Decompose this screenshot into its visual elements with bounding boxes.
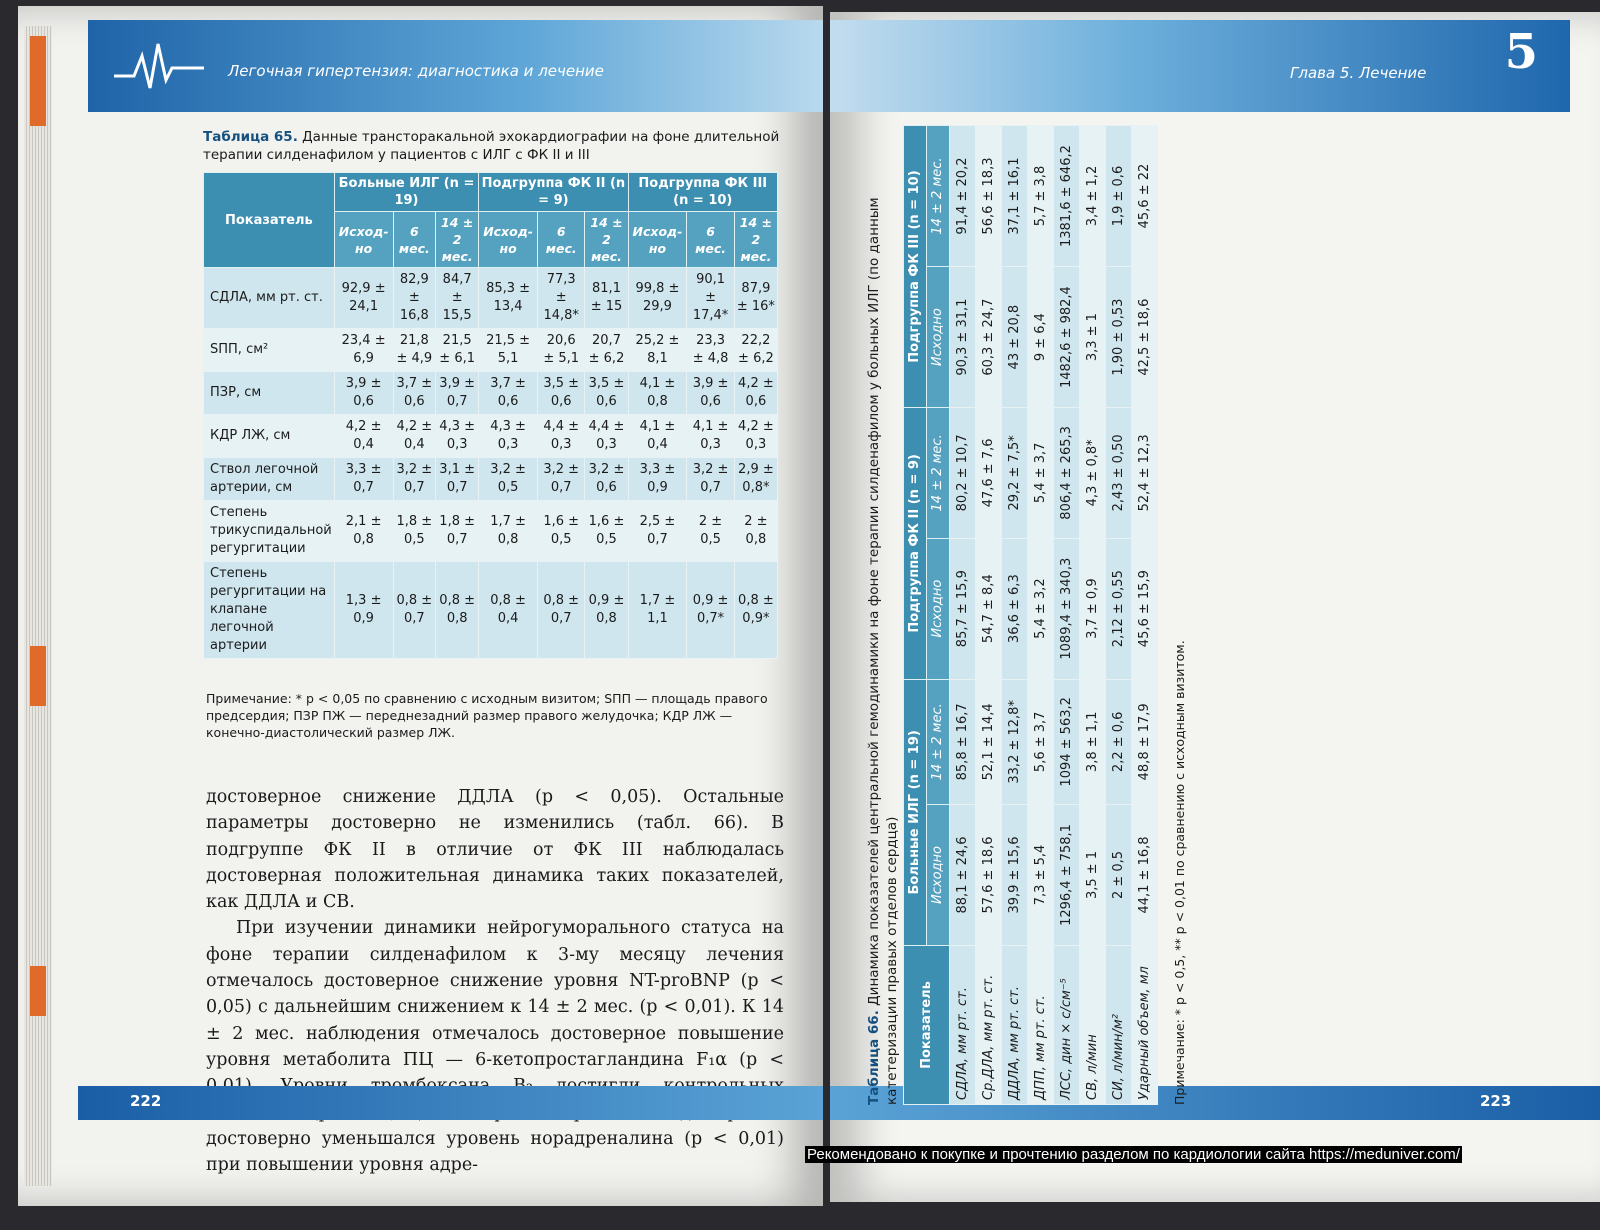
table-cell: 1,3 ± 0,9 xyxy=(334,562,393,659)
table-cell: 80,2 ± 10,7 xyxy=(950,408,976,539)
table-cell: 4,4 ± 0,3 xyxy=(537,415,584,458)
row-label: ДПП, мм рт. ст. xyxy=(1028,946,1054,1105)
table66-title xyxy=(865,125,901,1105)
t65-subheader: Исход-но xyxy=(334,212,393,268)
table-cell: 23,3 ± 4,8 xyxy=(687,329,734,372)
row-label: Степень регургитации на клапане легочной артерии xyxy=(204,562,335,659)
table-cell: 4,3 ± 0,8* xyxy=(1080,408,1106,539)
table-cell: 3,2 ± 0,5 xyxy=(479,458,538,501)
table-cell: 85,3 ± 13,4 xyxy=(479,268,538,329)
t65-subheader: 14 ± 2 мес. xyxy=(585,212,628,268)
table-row xyxy=(204,372,778,415)
row-label: СИ, л/мин/м² xyxy=(1106,946,1132,1105)
table-cell: 1,7 ± 1,1 xyxy=(628,562,687,659)
table-cell: 1,9 ± 0,6 xyxy=(1106,126,1132,267)
table-cell: 4,3 ± 0,3 xyxy=(436,415,479,458)
t65-subheader: 6 мес. xyxy=(393,212,436,268)
table-cell: 0,8 ± 0,8 xyxy=(436,562,479,659)
table-cell: 3,9 ± 0,6 xyxy=(334,372,393,415)
table65-title xyxy=(203,128,783,164)
t65-subheader: 6 мес. xyxy=(537,212,584,268)
table-cell: 81,1 ± 15 xyxy=(585,268,628,329)
table-cell: 3,2 ± 0,6 xyxy=(585,458,628,501)
table-row xyxy=(204,415,778,458)
table65-note: Примечание: * p < 0,05 по сравнению с исходным визитом; SПП — площадь правого предсердия; ПЗР ПЖ — переднезадний размер правого желудочка; КДР ЛЖ — конечно-диастолический размер ЛЖ. xyxy=(206,691,768,740)
table-cell: 3,7 ± 0,6 xyxy=(479,372,538,415)
table-row xyxy=(1132,126,1158,1105)
table-row xyxy=(1028,126,1054,1105)
table-cell: 1482,6 ± 982,4 xyxy=(1054,267,1080,408)
table-cell: 42,5 ± 18,6 xyxy=(1132,267,1158,408)
page-number: 223 xyxy=(1480,1092,1512,1110)
row-label: Степень трикуспидальной регургитации xyxy=(204,501,335,562)
table-cell: 4,1 ± 0,8 xyxy=(628,372,687,415)
table-cell: 91,4 ± 20,2 xyxy=(950,126,976,267)
table-cell: 0,9 ± 0,7* xyxy=(687,562,734,659)
table-cell: 2 ± 0,5 xyxy=(687,501,734,562)
table-cell: 4,2 ± 0,4 xyxy=(393,415,436,458)
table-cell: 5,7 ± 3,8 xyxy=(1028,126,1054,267)
table-cell: 90,3 ± 31,1 xyxy=(950,267,976,408)
table-cell: 0,8 ± 0,4 xyxy=(479,562,538,659)
table-cell: 22,2 ± 6,2 xyxy=(734,329,777,372)
row-label: ЛСС, дин × с/см⁻⁵ xyxy=(1054,946,1080,1105)
table-cell: 0,9 ± 0,8 xyxy=(585,562,628,659)
row-label: СДЛА, мм рт. ст. xyxy=(204,268,335,329)
t66-subheader: Исходно xyxy=(927,267,950,408)
table-cell: 1381,6 ± 646,2 xyxy=(1054,126,1080,267)
table-cell: 1,7 ± 0,8 xyxy=(479,501,538,562)
t65-subheader: 6 мес. xyxy=(687,212,734,268)
table-cell: 1,8 ± 0,7 xyxy=(436,501,479,562)
table-cell: 7,3 ± 5,4 xyxy=(1028,804,1054,945)
table-cell: 57,6 ± 18,6 xyxy=(976,804,1002,945)
table66-group-header: Подгруппа ФК III (n = 10) xyxy=(904,126,927,408)
table-cell: 1089,4 ± 340,3 xyxy=(1054,538,1080,679)
table-cell: 90,1 ± 17,4* xyxy=(687,268,734,329)
row-label: Ударный объем, мл xyxy=(1132,946,1158,1105)
table-cell: 1296,4 ± 758,1 xyxy=(1054,804,1080,945)
watermark-text: Рекомендовано к покупке и прочтению разделом по кардиологии сайта https://meduniver.com/ xyxy=(807,1146,1460,1163)
table-cell: 43 ± 20,8 xyxy=(1002,267,1028,408)
table-cell: 87,9 ± 16* xyxy=(734,268,777,329)
table-cell: 39,9 ± 15,6 xyxy=(1002,804,1028,945)
table-cell: 2 ± 0,8 xyxy=(734,501,777,562)
table-cell: 1,90 ± 0,53 xyxy=(1106,267,1132,408)
table-cell: 3,2 ± 0,7 xyxy=(687,458,734,501)
running-head: Глава 5. Лечение xyxy=(1290,64,1427,82)
table-row xyxy=(204,329,778,372)
row-label: Ствол легочной артерии, см xyxy=(204,458,335,501)
table66 xyxy=(903,125,1158,1105)
orange-tab xyxy=(30,36,46,126)
table-cell: 21,5 ± 6,1 xyxy=(436,329,479,372)
table65-caption: Данные трансторакальной эхокардиографии на фоне длительной терапии силденафилом у пациентов с ИЛГ с ФК II и III xyxy=(203,129,780,163)
row-label: Ср.ДЛА, мм рт. ст. xyxy=(976,946,1002,1105)
table-row xyxy=(950,126,976,1105)
table-cell: 3,3 ± 0,7 xyxy=(334,458,393,501)
table-cell: 4,2 ± 0,3 xyxy=(734,415,777,458)
table-cell: 37,1 ± 16,1 xyxy=(1002,126,1028,267)
table-cell: 1,6 ± 0,5 xyxy=(537,501,584,562)
table-cell: 21,8 ± 4,9 xyxy=(393,329,436,372)
table66-group-header: Больные ИЛГ (n = 19) xyxy=(904,679,927,945)
row-label: SПП, см² xyxy=(204,329,335,372)
table-row xyxy=(1106,126,1132,1105)
table-cell: 45,6 ± 22 xyxy=(1132,126,1158,267)
table-cell: 2,43 ± 0,50 xyxy=(1106,408,1132,539)
table-cell: 3,5 ± 1 xyxy=(1080,804,1106,945)
table65-group-header: Подгруппа ФК III (n = 10) xyxy=(628,173,777,212)
table-cell: 3,8 ± 1,1 xyxy=(1080,679,1106,804)
table-row xyxy=(1054,126,1080,1105)
t65-subheader: 14 ± 2 мес. xyxy=(734,212,777,268)
table-cell: 3,7 ± 0,6 xyxy=(393,372,436,415)
t65-subheader: 14 ± 2 мес. xyxy=(436,212,479,268)
footer-band xyxy=(78,1086,823,1120)
table-cell: 29,2 ± 7,5* xyxy=(1002,408,1028,539)
page-number: 222 xyxy=(130,1092,162,1110)
table-cell: 4,3 ± 0,3 xyxy=(479,415,538,458)
running-head: Легочная гипертензия: диагностика и лечение xyxy=(228,62,604,80)
table-cell: 20,6 ± 5,1 xyxy=(537,329,584,372)
table65 xyxy=(203,172,778,659)
t65-subheader: Исход-но xyxy=(479,212,538,268)
table-cell: 3,1 ± 0,7 xyxy=(436,458,479,501)
table-cell: 45,6 ± 15,9 xyxy=(1132,538,1158,679)
table-cell: 2,5 ± 0,7 xyxy=(628,501,687,562)
table-cell: 0,8 ± 0,7 xyxy=(537,562,584,659)
table-cell: 2,9 ± 0,8* xyxy=(734,458,777,501)
t66-subheader: Исходно xyxy=(927,804,950,945)
left-page xyxy=(18,6,823,1206)
table-cell: 88,1 ± 24,6 xyxy=(950,804,976,945)
table-cell: 2,2 ± 0,6 xyxy=(1106,679,1132,804)
table66-note: Примечание: * p < 0,5, ** p < 0,01 по сравнению с исходным визитом. xyxy=(1172,640,1187,1105)
table-row xyxy=(1080,126,1106,1105)
orange-tab xyxy=(30,966,46,1016)
heartbeat-logo-icon xyxy=(114,36,204,96)
table-cell: 21,5 ± 5,1 xyxy=(479,329,538,372)
row-label: ПЗР, см xyxy=(204,372,335,415)
table-cell: 4,1 ± 0,4 xyxy=(628,415,687,458)
t66-subheader: 14 ± 2 мес. xyxy=(927,679,950,804)
table-cell: 3,2 ± 0,7 xyxy=(393,458,436,501)
table65-label: Таблица 65. xyxy=(203,129,298,145)
table-cell: 0,8 ± 0,7 xyxy=(393,562,436,659)
table65-group-header: Подгруппа ФК II (n = 9) xyxy=(479,173,628,212)
table-cell: 48,8 ± 17,9 xyxy=(1132,679,1158,804)
table-row xyxy=(976,126,1002,1105)
table-cell: 5,4 ± 3,7 xyxy=(1028,408,1054,539)
table-cell: 4,2 ± 0,4 xyxy=(334,415,393,458)
table-cell: 84,7 ± 15,5 xyxy=(436,268,479,329)
table-cell: 1094 ± 563,2 xyxy=(1054,679,1080,804)
table-cell: 3,9 ± 0,6 xyxy=(687,372,734,415)
table-row xyxy=(204,501,778,562)
header-band xyxy=(830,20,1570,112)
table-cell: 2,1 ± 0,8 xyxy=(334,501,393,562)
t66-subheader: 14 ± 2 мес. xyxy=(927,126,950,267)
row-label: СВ, л/мин xyxy=(1080,946,1106,1105)
table-cell: 2,12 ± 0,55 xyxy=(1106,538,1132,679)
paragraph: При изучении динамики нейрогуморального статуса на фоне терапии силденафилом к 3-му месяцу лечения отмечалось достоверное снижение уровня NT-proBNP (p < 0,05) с дальнейшим снижением к 14 ± 2 мес. (p < 0,01). К 14 ± 2 мес. наблюдения отмечалось достоверное повышение уровня метаболита ПЦ — 6-кетопростагландина F₁α (p < достоверно уменьшался уровень норадреналина (p < 0,01) при повышении уровня адре- xyxy=(206,918,784,1176)
row-label: СДЛА, мм рт. ст. xyxy=(950,946,976,1105)
open-book xyxy=(18,6,1592,1206)
table66-caption: Динамика показателей центральной гемодинамики на фоне терапии силденафилом у больных ИЛГ (по данным катетеризации правых отделов сердца) xyxy=(866,197,900,1105)
table-cell: 85,8 ± 16,7 xyxy=(950,679,976,804)
table-cell: 3,3 ± 1 xyxy=(1080,267,1106,408)
table-cell: 92,9 ± 24,1 xyxy=(334,268,393,329)
table-cell: 0,8 ± 0,9* xyxy=(734,562,777,659)
table-cell: 4,4 ± 0,3 xyxy=(585,415,628,458)
table-cell: 33,2 ± 12,8* xyxy=(1002,679,1028,804)
table-cell: 56,6 ± 18,3 xyxy=(976,126,1002,267)
table-cell: 3,3 ± 0,9 xyxy=(628,458,687,501)
table-cell: 52,1 ± 14,4 xyxy=(976,679,1002,804)
table-cell: 3,9 ± 0,7 xyxy=(436,372,479,415)
table-cell: 23,4 ± 6,9 xyxy=(334,329,393,372)
chapter-number: 5 xyxy=(1504,24,1538,80)
table-cell: 1,6 ± 0,5 xyxy=(585,501,628,562)
table-cell: 47,6 ± 7,6 xyxy=(976,408,1002,539)
table-cell: 60,3 ± 24,7 xyxy=(976,267,1002,408)
table-row xyxy=(204,458,778,501)
table-cell: 20,7 ± 6,2 xyxy=(585,329,628,372)
row-label: ДДЛА, мм рт. ст. xyxy=(1002,946,1028,1105)
table-cell: 52,4 ± 12,3 xyxy=(1132,408,1158,539)
table65-group-header: Больные ИЛГ (n = 19) xyxy=(334,173,478,212)
table-row xyxy=(1002,126,1028,1105)
table66-group-header: Подгруппа ФК II (n = 9) xyxy=(904,408,927,680)
paragraph: достоверное снижение ДДЛА (p < 0,05). Остальные параметры достоверно не изменились (табл. 66). В подгруппе ФК II в отличие от ФК III наблюдалась достоверная положительная динамика таких показателей, как ДДЛА и СВ. xyxy=(206,787,784,913)
table66-label: Таблица 66. xyxy=(866,1010,882,1105)
table66-rotated xyxy=(865,125,1195,1105)
table-cell: 3,5 ± 0,6 xyxy=(585,372,628,415)
table-cell: 77,3 ± 14,8* xyxy=(537,268,584,329)
table-cell: 806,4 ± 265,3 xyxy=(1054,408,1080,539)
t65-subheader: Исход-но xyxy=(628,212,687,268)
table-cell: 5,4 ± 3,2 xyxy=(1028,538,1054,679)
t66-subheader: 14 ± 2 мес. xyxy=(927,408,950,539)
orange-tab xyxy=(30,646,46,706)
table-cell: 3,7 ± 0,9 xyxy=(1080,538,1106,679)
table-cell: 1,8 ± 0,5 xyxy=(393,501,436,562)
table-cell: 25,2 ± 8,1 xyxy=(628,329,687,372)
row-label: КДР ЛЖ, см xyxy=(204,415,335,458)
table-row xyxy=(204,268,778,329)
table66-param-header: Показатель xyxy=(904,946,950,1105)
table65-param-header: Показатель xyxy=(204,173,335,268)
table-cell: 85,7 ± 15,9 xyxy=(950,538,976,679)
table-cell: 5,6 ± 3,7 xyxy=(1028,679,1054,804)
table-cell: 2 ± 0,5 xyxy=(1106,804,1132,945)
table-cell: 99,8 ± 29,9 xyxy=(628,268,687,329)
table-cell: 54,7 ± 8,4 xyxy=(976,538,1002,679)
table-cell: 4,2 ± 0,6 xyxy=(734,372,777,415)
table-row xyxy=(204,562,778,659)
table-cell: 3,4 ± 1,2 xyxy=(1080,126,1106,267)
table-cell: 36,6 ± 6,3 xyxy=(1002,538,1028,679)
table-cell: 44,1 ± 16,8 xyxy=(1132,804,1158,945)
t66-subheader: Исходно xyxy=(927,538,950,679)
table-cell: 9 ± 6,4 xyxy=(1028,267,1054,408)
table-cell: 3,5 ± 0,6 xyxy=(537,372,584,415)
table-cell: 82,9 ± 16,8 xyxy=(393,268,436,329)
table-cell: 3,2 ± 0,7 xyxy=(537,458,584,501)
table-cell: 4,1 ± 0,3 xyxy=(687,415,734,458)
